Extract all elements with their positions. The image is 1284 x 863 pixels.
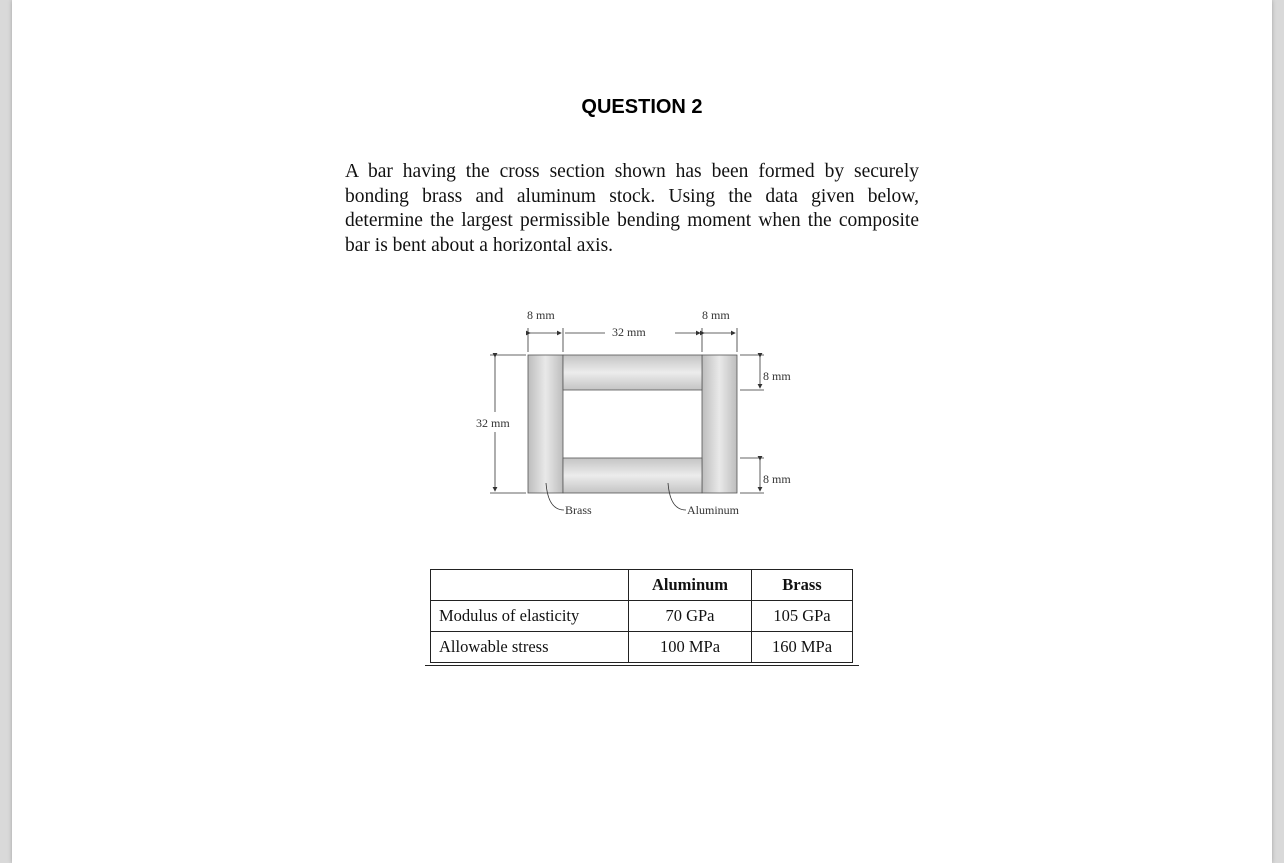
brass-left-bar [528, 355, 563, 493]
table-row [431, 632, 853, 663]
label-aluminum: Aluminum [687, 503, 740, 517]
label-brass: Brass [565, 503, 592, 517]
question-title: QUESTION 2 [581, 96, 703, 118]
cell-brass: 160 MPa [752, 632, 853, 663]
dim-bottom-8: 8 mm [763, 472, 791, 486]
header-brass: Brass [752, 570, 853, 601]
dim-left-8: 8 mm [527, 308, 555, 322]
table-row [431, 601, 853, 632]
dim-top-8: 8 mm [763, 369, 791, 383]
table-bottom-rule [425, 665, 859, 666]
dim-height-32: 32 mm [476, 416, 510, 430]
row-label: Allowable stress [431, 632, 629, 663]
dim-right-8: 8 mm [702, 308, 730, 322]
header-aluminum: Aluminum [629, 570, 752, 601]
dim-mid-32: 32 mm [612, 325, 646, 339]
brass-right-bar [702, 355, 737, 493]
row-label: Modulus of elasticity [431, 601, 629, 632]
aluminum-bottom-bar [563, 458, 702, 493]
cell-brass: 105 GPa [752, 601, 853, 632]
cell-aluminum: 70 GPa [629, 601, 752, 632]
table-header-row [431, 570, 853, 601]
question-text: A bar having the cross section shown has been formed by securely bonding brass and aluminum stock. Using the data given below, determine the largest permissible bending moment when the composite bar is bent about a horizontal axis. [345, 161, 919, 256]
material-properties-table [430, 569, 853, 663]
table-corner-cell [431, 570, 629, 601]
cell-aluminum: 100 MPa [629, 632, 752, 663]
aluminum-top-bar [563, 355, 702, 390]
cross-section-figure [470, 300, 810, 525]
